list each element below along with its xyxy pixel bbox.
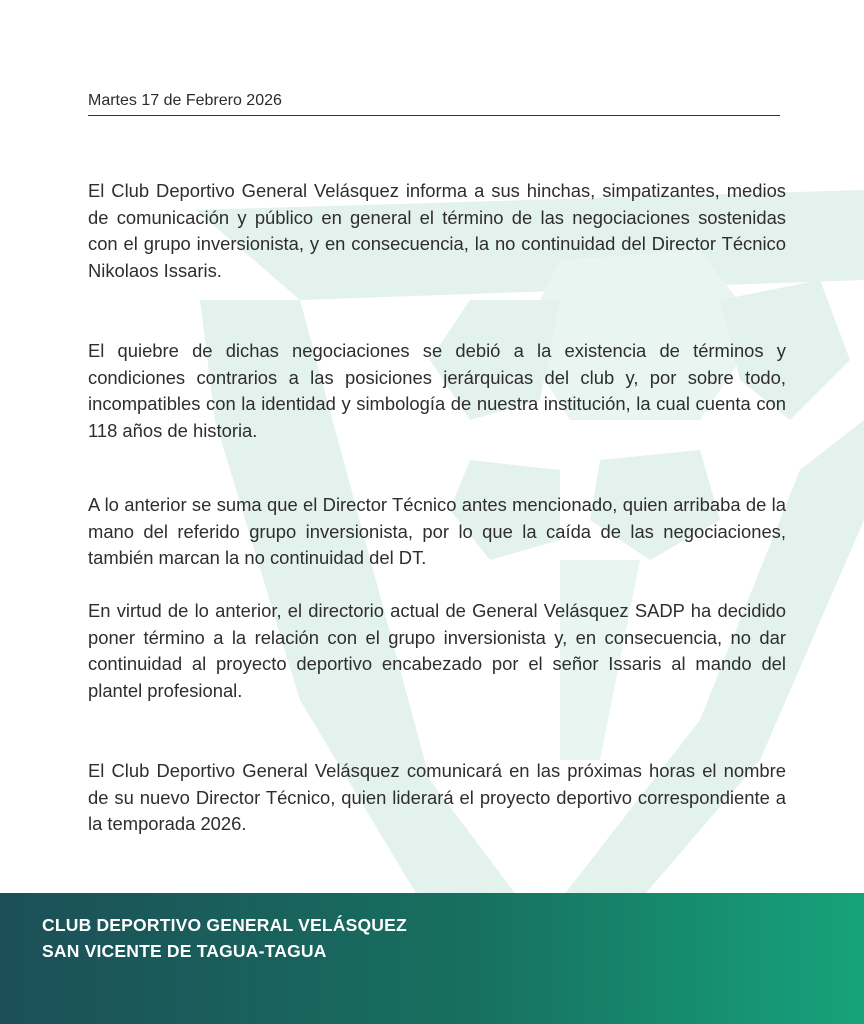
document-date: Martes 17 de Febrero 2026: [88, 92, 780, 116]
paragraph-new-coach: El Club Deportivo General Velásquez comunicará en las próximas horas el nombre de su nuevo Director Técnico, quien liderará el proyecto deportivo correspondiente a la temporada 2026.: [88, 760, 786, 834]
paragraph-breakdown-reason: El quiebre de dichas negociaciones se debió a la existencia de términos y condiciones contrarios a las posiciones jerárquicas del club y, por sobre todo, incompatibles con la identidad y simbología de nuestra institución, la cual cuenta con 118 años de historia.: [88, 340, 786, 441]
footer-club-name: CLUB DEPORTIVO GENERAL VELÁSQUEZ: [42, 915, 407, 935]
footer-banner: [0, 893, 864, 1024]
paragraph-announcement: El Club Deportivo General Velásquez informa a sus hinchas, simpatizantes, medios de comunicación y público en general el término de las negociaciones sostenidas con el grupo inversionista, y en consecuencia, la no continuidad del Director Técnico Nikolaos Issaris.: [88, 180, 786, 281]
footer-location: SAN VICENTE DE TAGUA-TAGUA: [42, 941, 327, 961]
paragraph-board-decision: En virtud de lo anterior, el directorio actual de General Velásquez SADP ha decidido poner término a la relación con el grupo inversionista y, en consecuencia, no dar continuidad al proyecto deportivo encabezado por el señor Issaris al mando del plantel profesional.: [88, 600, 786, 701]
paragraph-coach-arrival: A lo anterior se suma que el Director Técnico antes mencionado, quien arribaba de la mano del referido grupo inversionista, por lo que la caída de las negociaciones, también marcan la no continuidad del DT.: [88, 494, 786, 568]
